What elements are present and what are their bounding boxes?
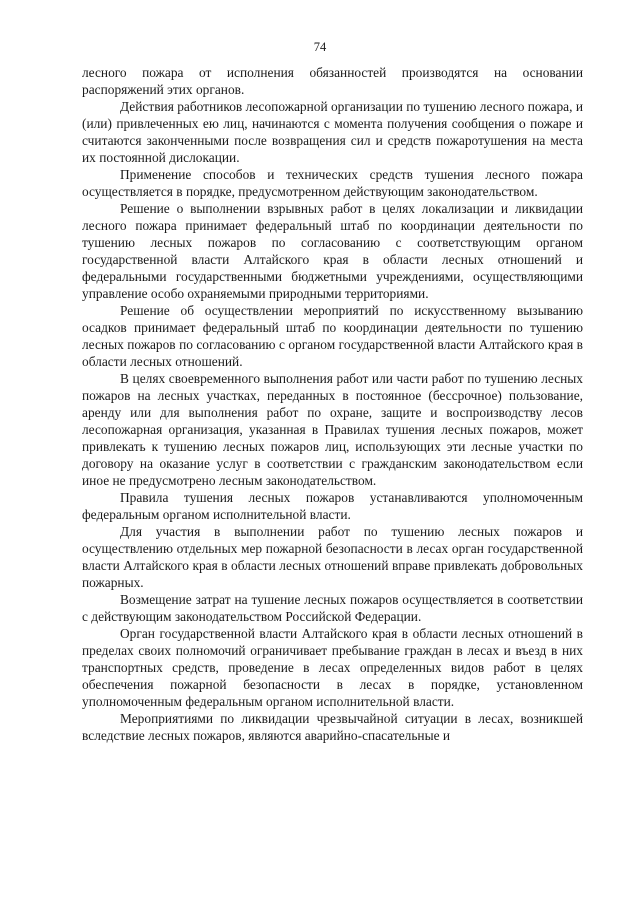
paragraph: В целях своевременного выполнения работ или части работ по тушению лесных пожаров на лесных участках, переданных в постоянное (бессрочное) пользование, аренду или для выполнения работ по охране, защите и воспроизводству лесов лесопожарная организация, указанная в Правилах тушения лесных пожаров, может привлекать к тушению лесных пожаров лиц, использующих эти лесные участки по договору на оказание услуг в соответствии с гражданским законодательством если иное не предусмотрено лесным законодательством.	[82, 371, 583, 488]
body-text	[82, 64, 583, 744]
paragraph: лесного пожара от исполнения обязанностей производятся на основании распоряжений этих органов.	[82, 65, 583, 97]
paragraph: Решение о выполнении взрывных работ в целях локализации и ликвидации лесного пожара принимает федеральный штаб по координации деятельности по тушению лесных пожаров по согласованию с соответствующим органом государственной власти Алтайского края в области лесных отношений и федеральными государственными бюджетными учреждениями, осуществляющими управление особо охраняемыми природными территориями.	[82, 201, 583, 301]
paragraph: Для участия в выполнении работ по тушению лесных пожаров и осуществлению отдельных мер пожарной безопасности в лесах орган государственной власти Алтайского края в области лесных отношений вправе привлекать добровольных пожарных.	[82, 524, 583, 590]
paragraph: Возмещение затрат на тушение лесных пожаров осуществляется в соответствии с действующим законодательством Российской Федерации.	[82, 592, 583, 624]
paragraph: Орган государственной власти Алтайского края в области лесных отношений в пределах своих полномочий ограничивает пребывание граждан в лесах и въезд в них транспортных средств, проведение в лесах определенных видов работ в целях обеспечения пожарной безопасности в лесах в порядке, установленном уполномоченным федеральным органом исполнительной власти.	[82, 626, 583, 709]
paragraph: Применение способов и технических средств тушения лесного пожара осуществляется в порядке, предусмотренном действующим законодательством.	[82, 167, 583, 199]
paragraph: Действия работников лесопожарной организации по тушению лесного пожара, и (или) привлеченных ею лиц, начинаются с момента получения сообщения о пожаре и считаются законченными после возвращения сил и средств пожаротушения на места их постоянной дислокации.	[82, 99, 583, 165]
page-number: 74	[313, 40, 327, 54]
paragraph-last: Мероприятиями по ликвидации чрезвычайной ситуации в лесах, возникшей вследствие лесных пожаров, являются аварийно-спасательные и	[82, 711, 583, 743]
paragraph: Решение об осуществлении мероприятий по искусственному вызыванию осадков принимает федеральный штаб по координации деятельности по тушению лесных пожаров по согласованию с органом государственной власти Алтайского края в области лесных отношений.	[82, 303, 583, 369]
paragraph: Правила тушения лесных пожаров устанавливаются уполномоченным федеральным органом исполнительной власти.	[82, 490, 583, 522]
